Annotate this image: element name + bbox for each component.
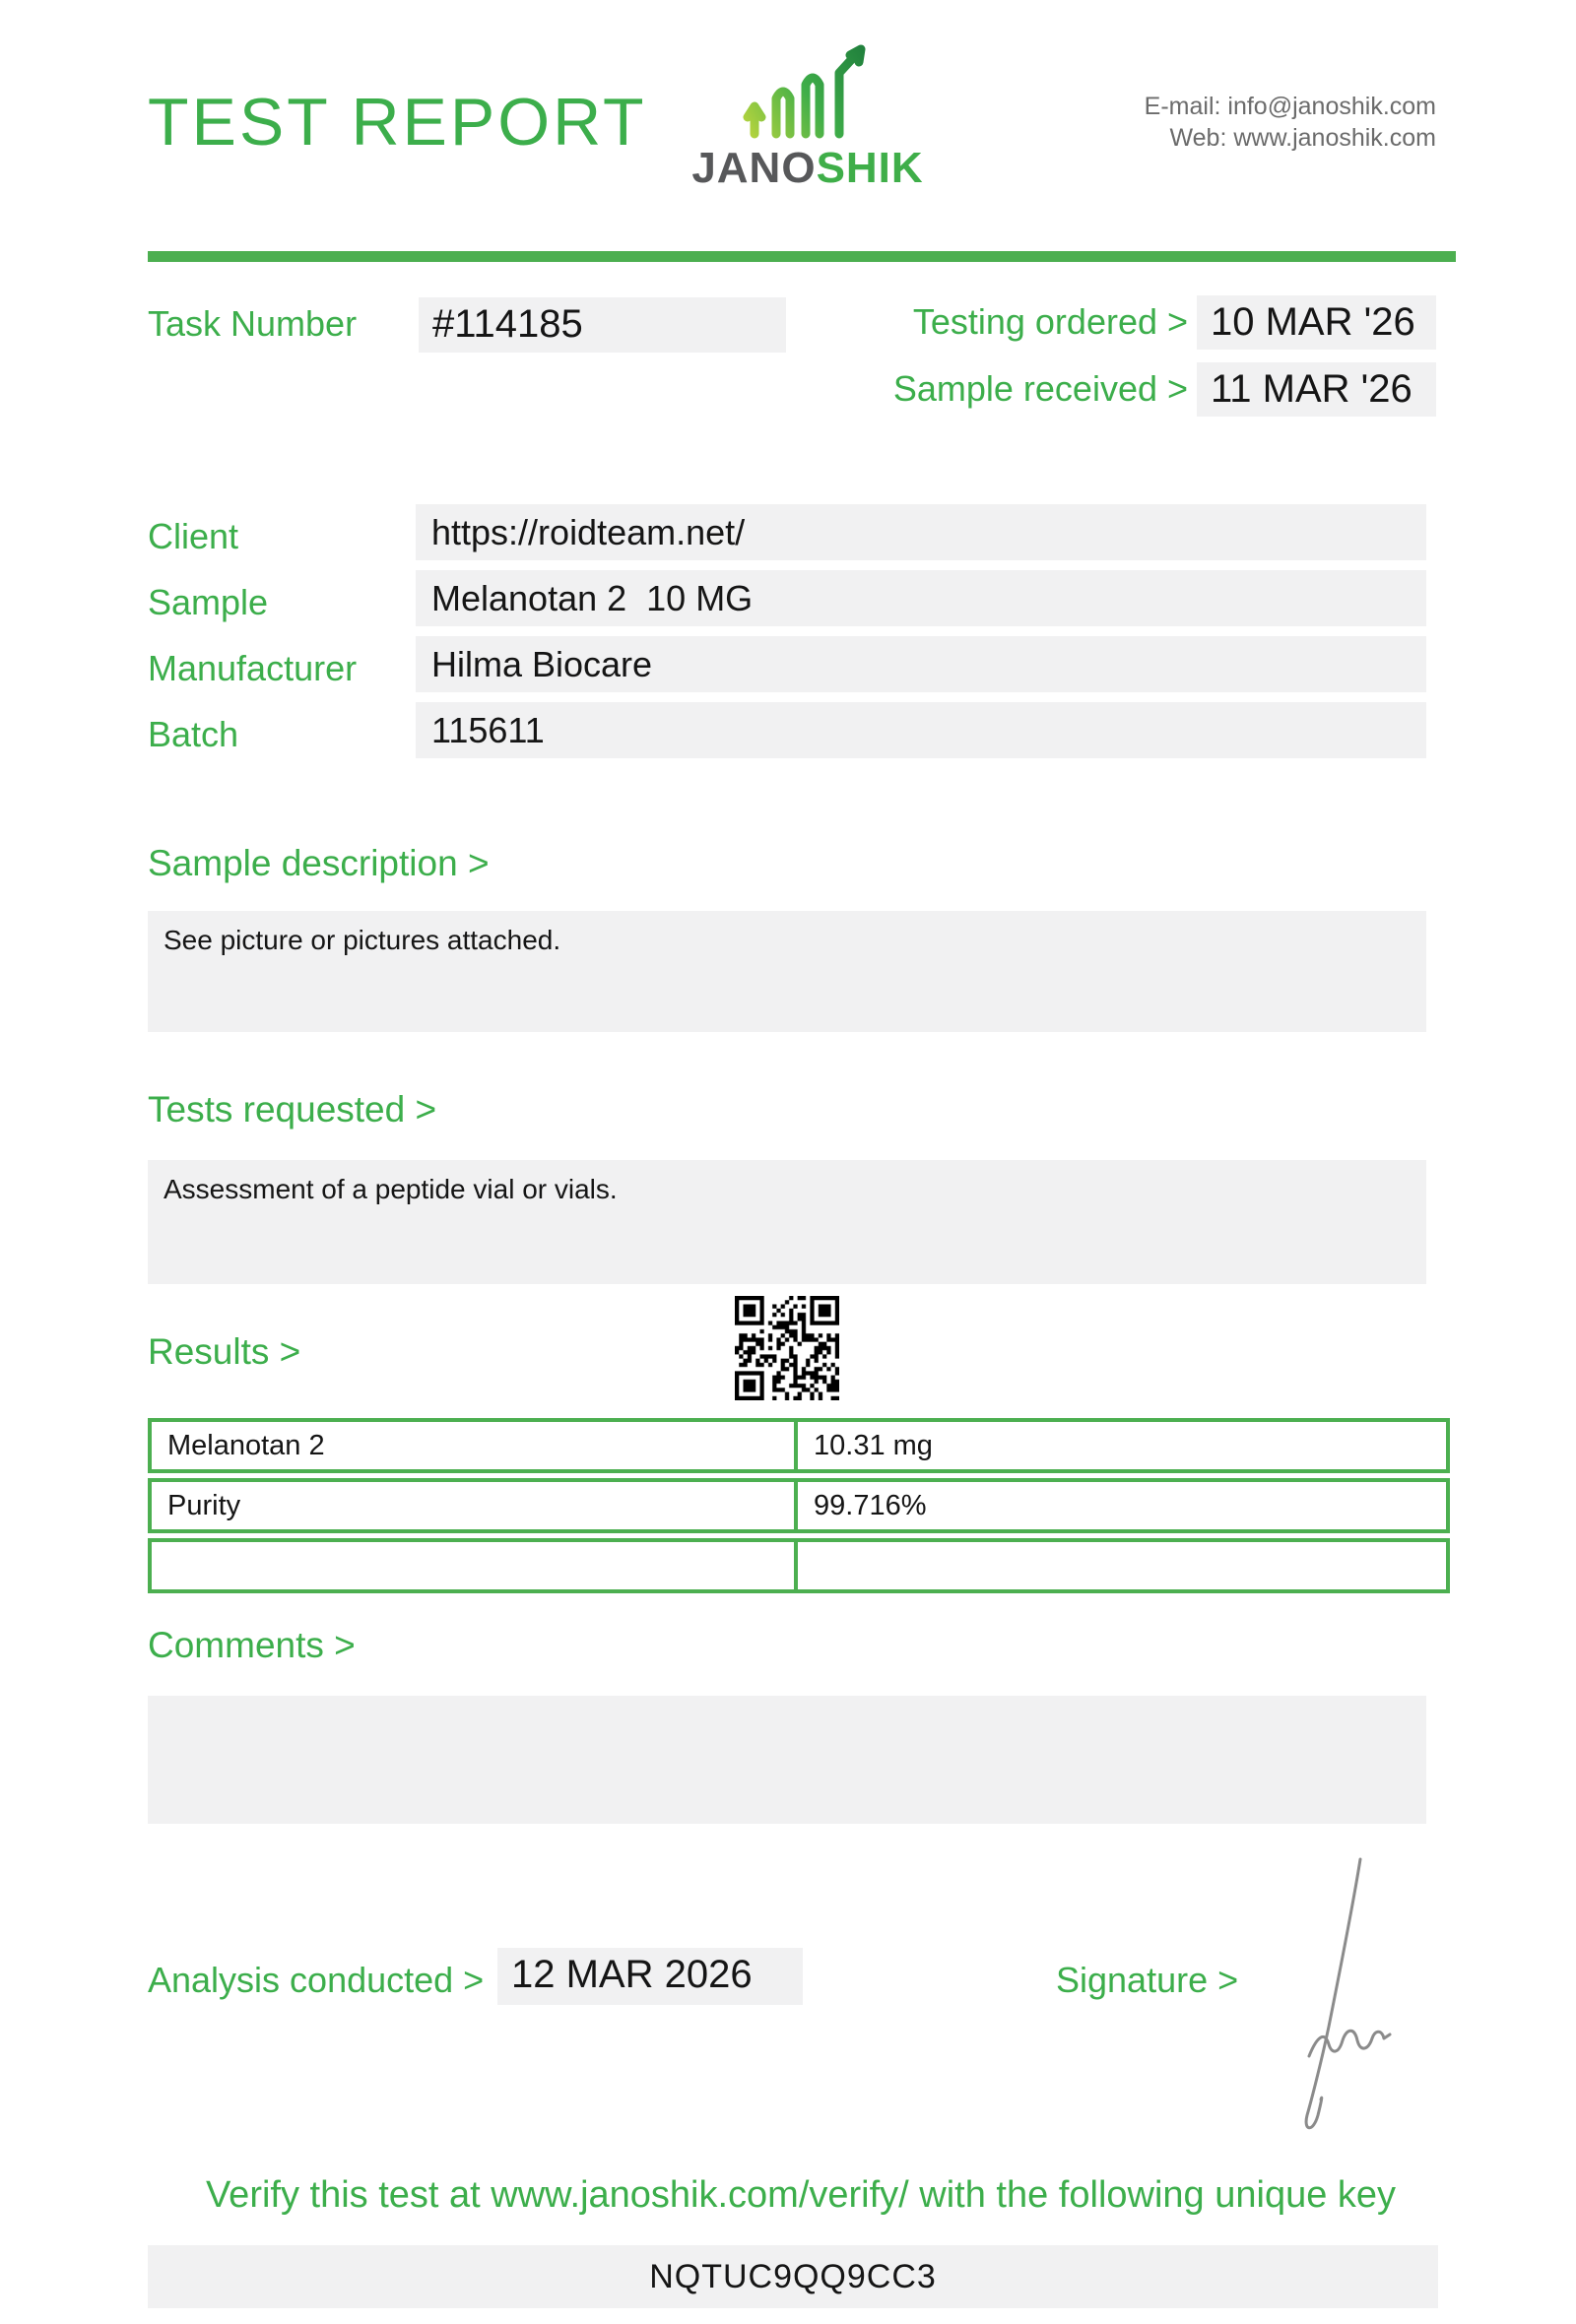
- contact-block: [1145, 91, 1436, 154]
- table-row: [148, 1478, 1454, 1533]
- sample-received-arrow: >: [1167, 368, 1189, 409]
- signature-image: [1266, 1853, 1394, 2139]
- results-heading: Results >: [148, 1331, 301, 1372]
- testing-ordered-arrow: >: [1167, 301, 1189, 342]
- sample-value: Melanotan 2 10 MG: [416, 570, 1426, 626]
- tests-requested-box: [148, 1160, 1426, 1284]
- result-value-cell: 99.716%: [794, 1478, 1450, 1533]
- testing-ordered-value: 10 MAR '26: [1197, 295, 1436, 350]
- sample-received-value: 11 MAR '26: [1197, 362, 1436, 417]
- result-value-cell: [794, 1538, 1450, 1593]
- result-name-cell: Melanotan 2: [148, 1418, 798, 1473]
- table-row: [148, 1538, 1454, 1593]
- result-value-cell: 10.31 mg: [794, 1418, 1450, 1473]
- analysis-conducted-label: Analysis conducted >: [148, 1960, 485, 2000]
- result-name-cell: Purity: [148, 1478, 798, 1533]
- comments-box: [148, 1696, 1426, 1824]
- batch-value: 115611: [416, 702, 1426, 758]
- web-value: www.janoshik.com: [1233, 124, 1436, 152]
- manufacturer-value: Hilma Biocare: [416, 636, 1426, 692]
- comments-text: [148, 1696, 1426, 1710]
- tests-requested-text: Assessment of a peptide vial or vials.: [164, 1174, 618, 1204]
- comments-heading: Comments >: [148, 1625, 356, 1665]
- logo-shik-text: SHIK: [816, 144, 924, 192]
- manufacturer-label: Manufacturer: [148, 648, 358, 688]
- contact-web-line: [1145, 122, 1436, 154]
- tests-requested-heading: Tests requested >: [148, 1089, 437, 1130]
- client-value: https://roidteam.net/: [416, 504, 1426, 560]
- analysis-date-value: 12 MAR 2026: [497, 1948, 803, 2005]
- verify-text: Verify this test at www.janoshik.com/verify/ with the following unique key: [205, 2174, 1397, 2216]
- signature-label: Signature >: [1056, 1960, 1239, 2000]
- web-label: Web:: [1169, 124, 1227, 152]
- logo-chart-icon: [741, 43, 894, 142]
- verify-key: NQTUC9QQ9CC3: [148, 2245, 1438, 2308]
- task-number-value: #114185: [419, 297, 786, 353]
- results-table: [148, 1418, 1454, 1598]
- sample-label: Sample: [148, 582, 269, 622]
- sample-description-heading: Sample description >: [148, 843, 490, 883]
- page-title: TEST REPORT: [148, 85, 647, 160]
- task-number-label: Task Number: [148, 303, 358, 344]
- batch-label: Batch: [148, 714, 239, 754]
- qr-code: [735, 1296, 839, 1400]
- contact-email-line: [1145, 91, 1436, 122]
- sample-description-text: See picture or pictures attached.: [164, 925, 561, 955]
- logo-jano-text: JANO: [691, 144, 817, 192]
- client-label: Client: [148, 516, 239, 556]
- sample-description-box: [148, 911, 1426, 1032]
- table-row: [148, 1418, 1454, 1473]
- logo-wordmark: [680, 144, 936, 193]
- result-name-cell: [148, 1538, 798, 1593]
- header-divider: [148, 251, 1456, 262]
- sample-received-label: Sample received: [892, 368, 1157, 409]
- testing-ordered-label: Testing ordered: [912, 301, 1157, 342]
- email-label: E-mail:: [1144, 93, 1221, 120]
- email-value: info@janoshik.com: [1227, 93, 1436, 120]
